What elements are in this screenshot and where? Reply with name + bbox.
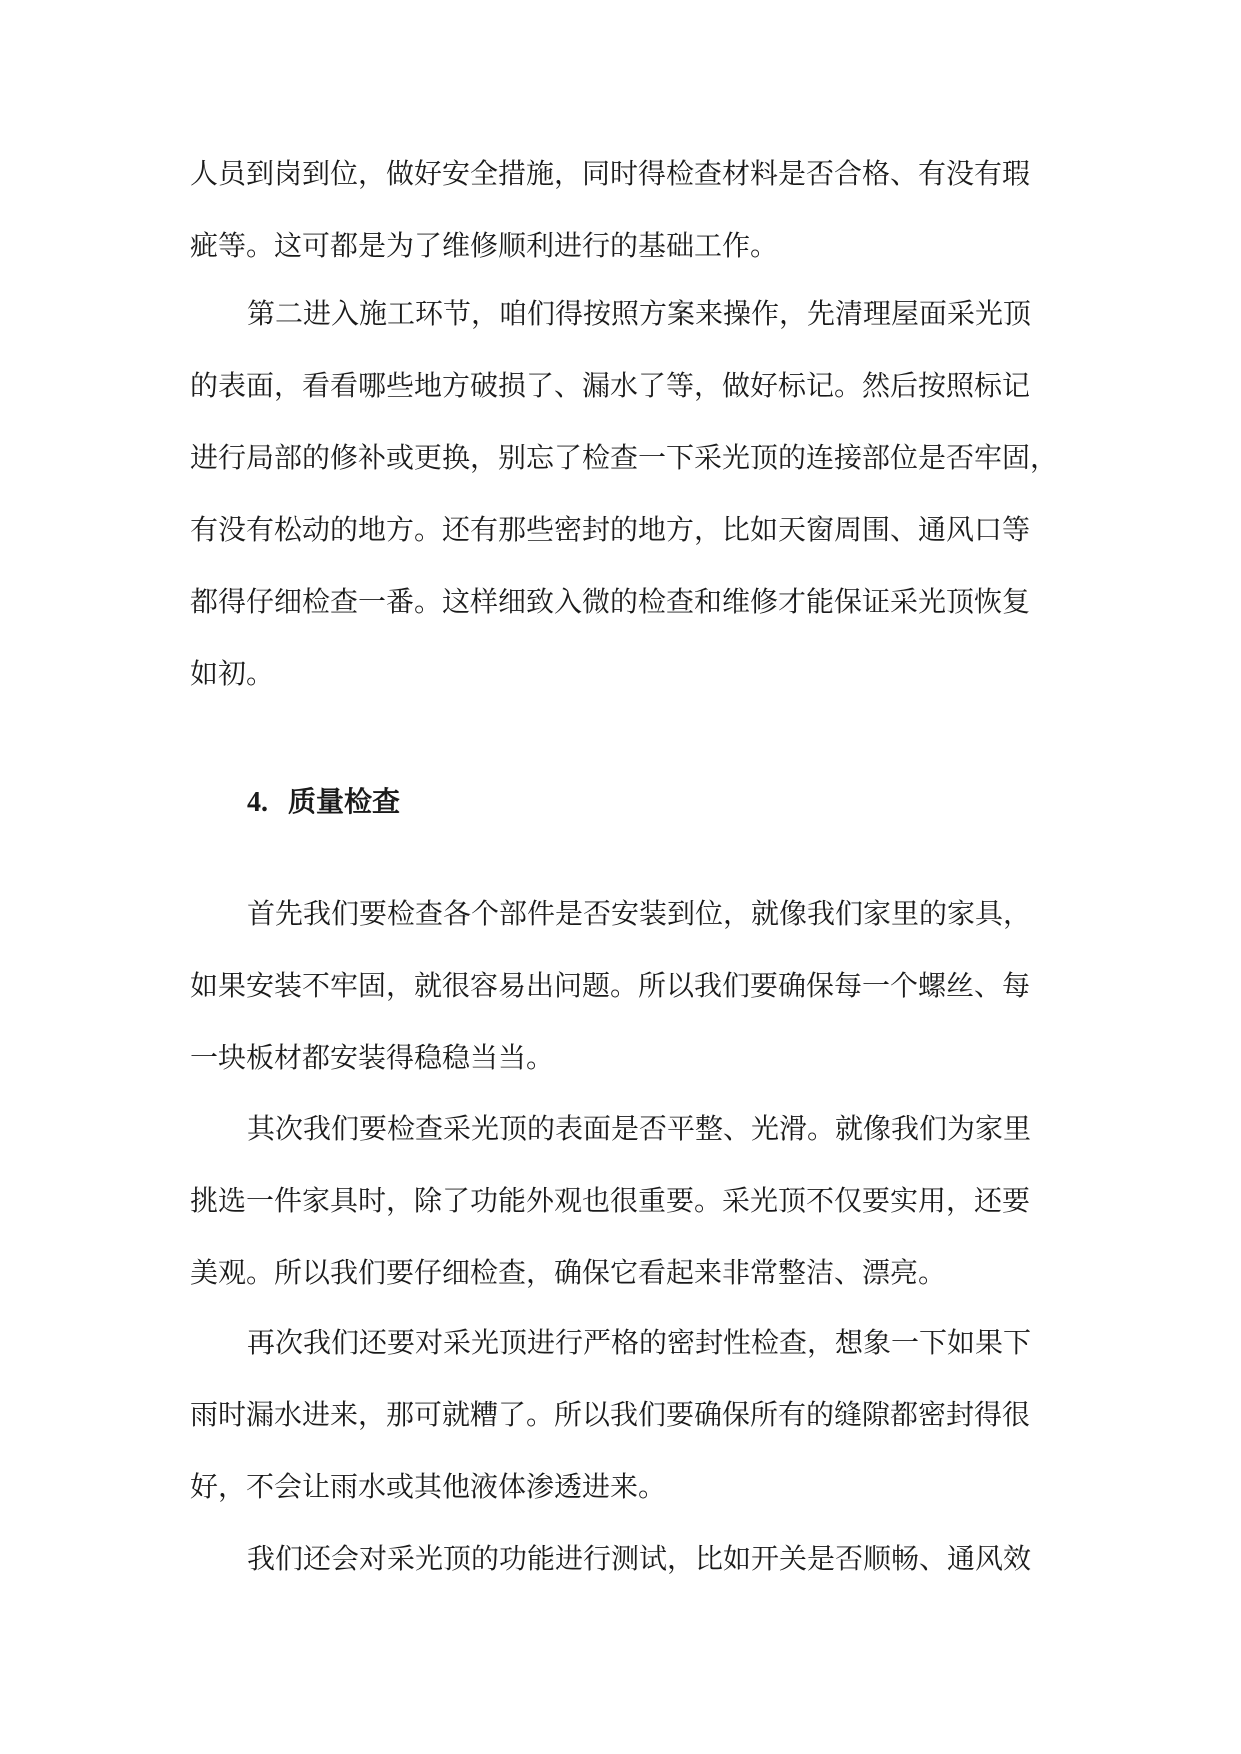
text-line: 首先我们要检查各个部件是否安装到位，就像我们家里的家具，	[247, 897, 1032, 930]
text-line: 再次我们还要对采光顶进行严格的密封性检查，想象一下如果下	[247, 1326, 1032, 1359]
text-line: 进行局部的修补或更换，别忘了检查一下采光顶的连接部位是否牢固，	[190, 441, 1059, 474]
text-line: 人员到岗到位，做好安全措施，同时得检查材料是否合格、有没有瑕	[190, 157, 1031, 190]
text-line: 我们还会对采光顶的功能进行测试，比如开关是否顺畅、通风效	[247, 1542, 1032, 1575]
text-line: 的表面，看看哪些地方破损了、漏水了等，做好标记。然后按照标记	[190, 369, 1031, 402]
section-number: 4.	[247, 787, 268, 818]
text-line: 好，不会让雨水或其他液体渗透进来。	[190, 1470, 667, 1503]
text-line: 如初。	[190, 657, 275, 690]
text-line: 如果安装不牢固，就很容易出问题。所以我们要确保每一个螺丝、每	[190, 969, 1031, 1002]
text-line: 美观。所以我们要仔细检查，确保它看起来非常整洁、漂亮。	[190, 1256, 947, 1289]
text-line: 挑选一件家具时，除了功能外观也很重要。采光顶不仅要实用，还要	[190, 1184, 1031, 1217]
text-line: 其次我们要检查采光顶的表面是否平整、光滑。就像我们为家里	[247, 1112, 1032, 1145]
text-line: 都得仔细检查一番。这样细致入微的检查和维修才能保证采光顶恢复	[190, 585, 1031, 618]
text-line: 疵等。这可都是为了维修顺利进行的基础工作。	[190, 229, 779, 262]
paragraph-3	[190, 878, 1060, 1094]
paragraph-6	[190, 1523, 1060, 1595]
paragraph-4	[190, 1093, 1060, 1309]
paragraph-5	[190, 1307, 1060, 1523]
paragraph-1	[190, 138, 1060, 282]
section-heading	[247, 766, 847, 838]
text-line: 有没有松动的地方。还有那些密封的地方，比如天窗周围、通风口等	[190, 513, 1031, 546]
text-line: 雨时漏水进来，那可就糟了。所以我们要确保所有的缝隙都密封得很	[190, 1398, 1031, 1431]
text-line: 第二进入施工环节，咱们得按照方案来操作，先清理屋面采光顶	[247, 297, 1032, 330]
section-title: 质量检查	[288, 785, 401, 818]
paragraph-2	[190, 278, 1060, 710]
text-line: 一块板材都安装得稳稳当当。	[190, 1041, 555, 1074]
